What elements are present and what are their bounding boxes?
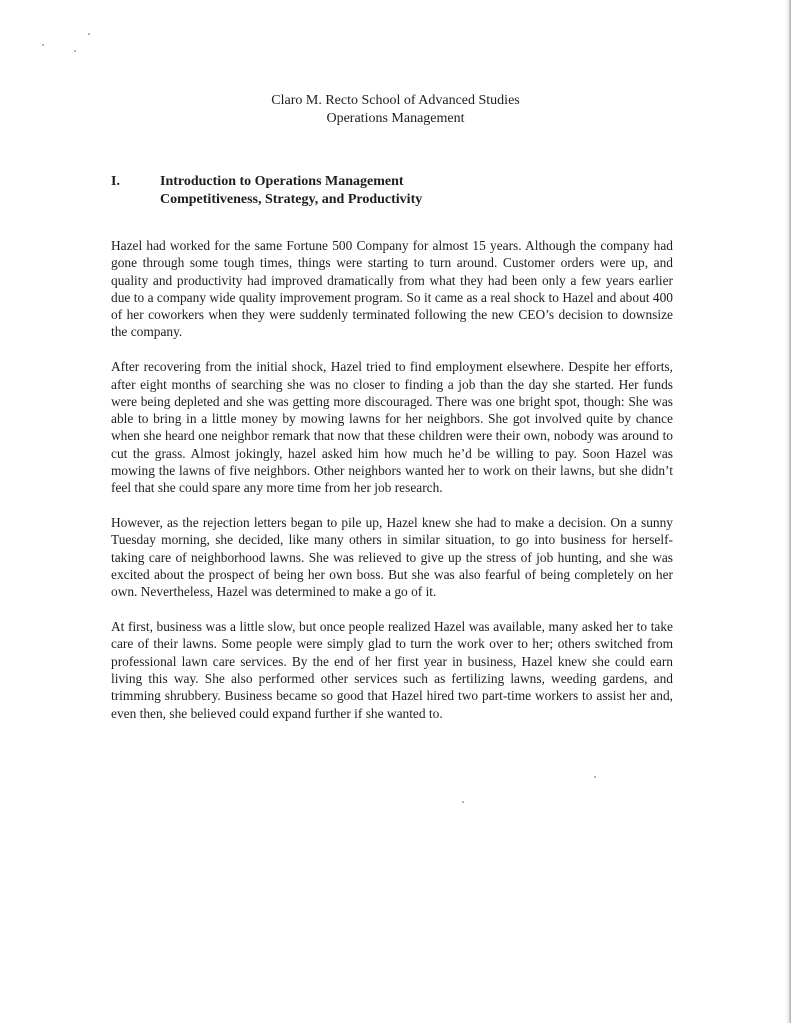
scan-speck — [42, 44, 44, 46]
section-number: I. — [111, 174, 120, 189]
paragraph: However, as the rejection letters began to pile up, Hazel knew she had to make a decision. On a sunny Tuesday morning, she decided, like many others in similar situation, to go into business for herself- taking care of neighborhood lawns. She was relieved to give up the stress of job hunting, and she was excited about the prospect of being her own boss. But she was also fearful of being completely on her own. Nevertheless, Hazel was determined to make a go of it. — [111, 515, 673, 600]
scan-speck — [462, 801, 464, 803]
course-name: Operations Management — [326, 111, 465, 126]
scan-edge-shadow — [785, 0, 791, 1023]
paragraph: After recovering from the initial shock, Hazel tried to find employment elsewhere. Despite her efforts, after eight months of searching she was no closer to finding a job than the day she started. Her funds were being depleted and she was getting more discouraged. There was one bright spot, though: She was able to bring in a little money by mowing lawns for her neighbors. She got involved quite by chance when she heard one neighbor remark that now that these children were their own, nobody was around to cut the grass. Almost jokingly, hazel asked him how much he’d be willing to pay. Soon Hazel was mowing the lawns of five neighbors. Other neighbors wanted her to work on their lawns, but she didn’t feel that she could spare any more time from her job research. — [111, 359, 673, 496]
section-subtitle: Competitiveness, Strategy, and Productivity — [160, 192, 423, 207]
section-title: Introduction to Operations Management — [160, 174, 404, 189]
paragraph: Hazel had worked for the same Fortune 500 Company for almost 15 years. Although the company had gone through some tough times, things were starting to turn around. Customer orders were up, and quality and productivity had improved dramatically from what they had been only a few years earlier due to a company wide quality improvement program. So it came as a real shock to Hazel and about 400 of her coworkers when they were suddenly terminated following the new CEO’s decision to downsize the company. — [111, 238, 673, 340]
scan-speck — [594, 776, 596, 778]
scan-speck — [74, 50, 76, 52]
paragraph: At first, business was a little slow, but once people realized Hazel was available, many asked her to take care of their lawns. Some people were simply glad to turn the work over to her; others switched from professional lawn care services. By the end of her first year in business, Hazel knew she could earn living this way. She also performed other services such as fertilizing lawns, weeding gardens, and trimming shrubbery. Business became so good that Hazel hired two part-time workers to assist her and, even then, she believed could expand further if she wanted to. — [111, 619, 673, 721]
scan-speck — [88, 33, 90, 35]
case-study-body — [111, 237, 673, 739]
document-header — [0, 92, 791, 128]
institution-name: Claro M. Recto School of Advanced Studies — [271, 93, 520, 108]
